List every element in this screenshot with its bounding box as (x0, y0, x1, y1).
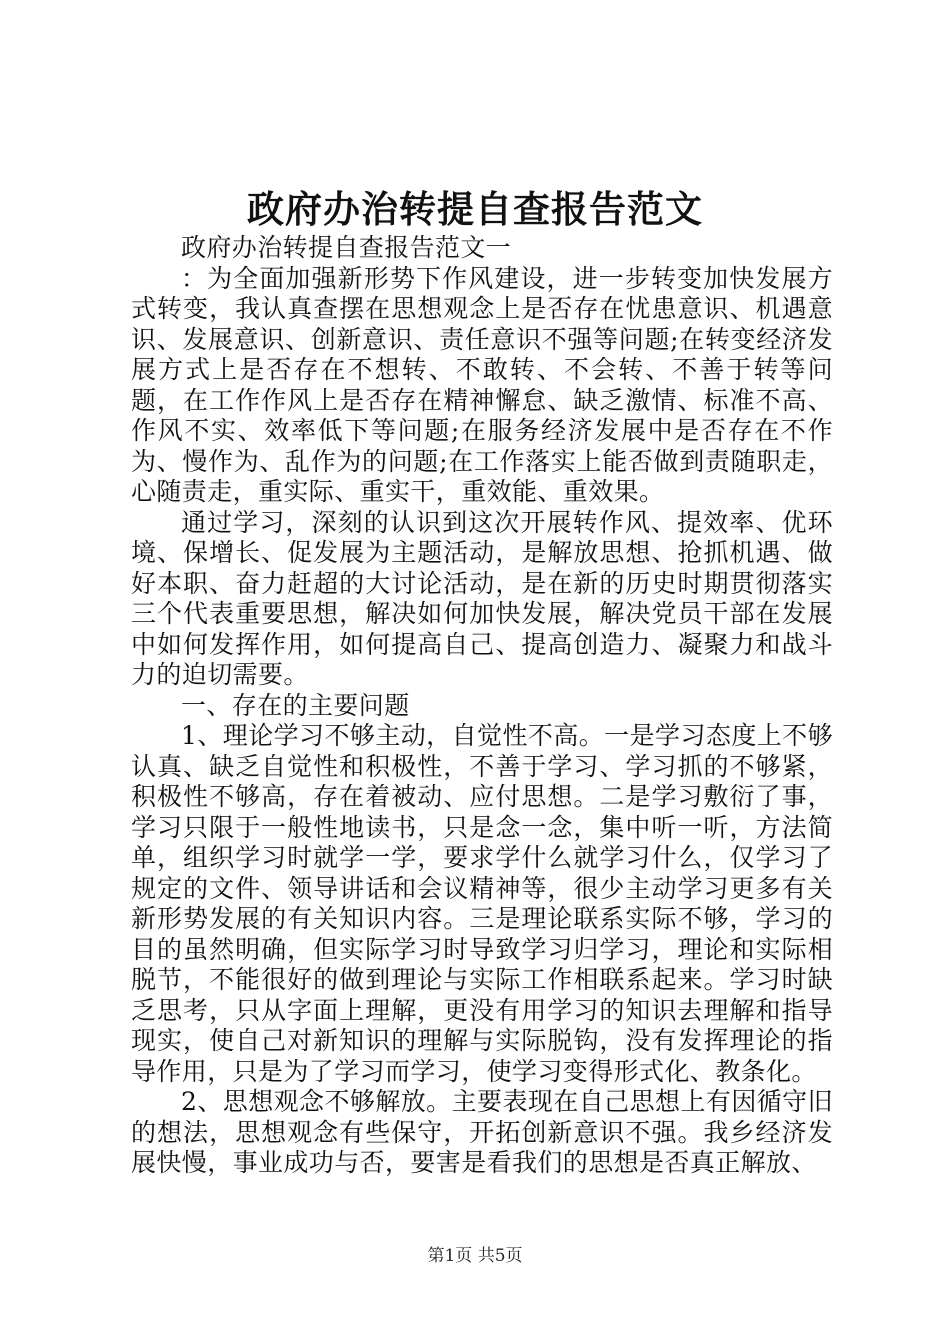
paragraph-problem-1: 1、理论学习不够主动，自觉性不高。一是学习态度上不够认真、缺乏自觉性和积极性，不善于学习、学习抓的不够紧，积极性不够高，存在着被动、应付思想。二是学习敷衍了事，学习只限于一般性地读书，只是念一念，集中听一听，方法简单，组织学习时就学一学，要求学什么就学习什么，仅学习了规定的文件、领导讲话和会议精神等，很少主动学习更多有关新形势发展的有关知识内容。三是理论联系实际不够，学习的目的虽然明确，但实际学习时导致学习归学习，理论和实际相脱节，不能很好的做到理论与实际工作相联系起来。学习时缺乏思考，只从字面上理解，更没有用学习的知识去理解和指导现实，使自己对新知识的理解与实际脱钩，没有发挥理论的指导作用，只是为了学习而学习，使学习变得形式化、教条化。 (131, 721, 833, 1086)
page-footer: 第1页 共5页 (427, 1246, 523, 1266)
paragraph-subtitle: 政府办治转提自查报告范文一 (181, 233, 512, 262)
document-body (131, 233, 833, 1179)
paragraph-problem-2: 2、思想观念不够解放。主要表现在自己思想上有因循守旧的想法，思想观念有些保守，开拓创新意识不强。我乡经济发展快慢，事业成功与否，要害是看我们的思想是否真正解放、 (131, 1087, 833, 1177)
paragraph-intro: ：为全面加强新形势下作风建设，进一步转变加快发展方式转变，我认真查摆在思想观念上是否存在忧患意识、机遇意识、发展意识、创新意识、责任意识不强等问题;在转变经济发展方式上是否存在不想转、不敢转、不会转、不善于转等问题，在工作作风上是否存在精神懈怠、缺乏激情、标准不高、作风不实、效率低下等问题;在服务经济发展中是否存在不作为、慢作为、乱作为的问题;在工作落实上能否做到责随职走，心随责走，重实际、重实干，重效能、重效果。 (131, 263, 833, 506)
section-heading-problems: 一、存在的主要问题 (181, 690, 410, 720)
document-title: 政府办治转提自查报告范文 (247, 187, 703, 231)
paragraph-study: 通过学习，深刻的认识到这次开展转作风、提效率、优环境、保增长、促发展为主题活动，是解放思想、抢抓机遇、做好本职、奋力赶超的大讨论活动，是在新的历史时期贯彻落实三个代表重要思想，解决如何加快发展，解决党员干部在发展中如何发挥作用，如何提高自己、提高创造力、凝聚力和战斗力的迫切需要。 (131, 507, 833, 689)
